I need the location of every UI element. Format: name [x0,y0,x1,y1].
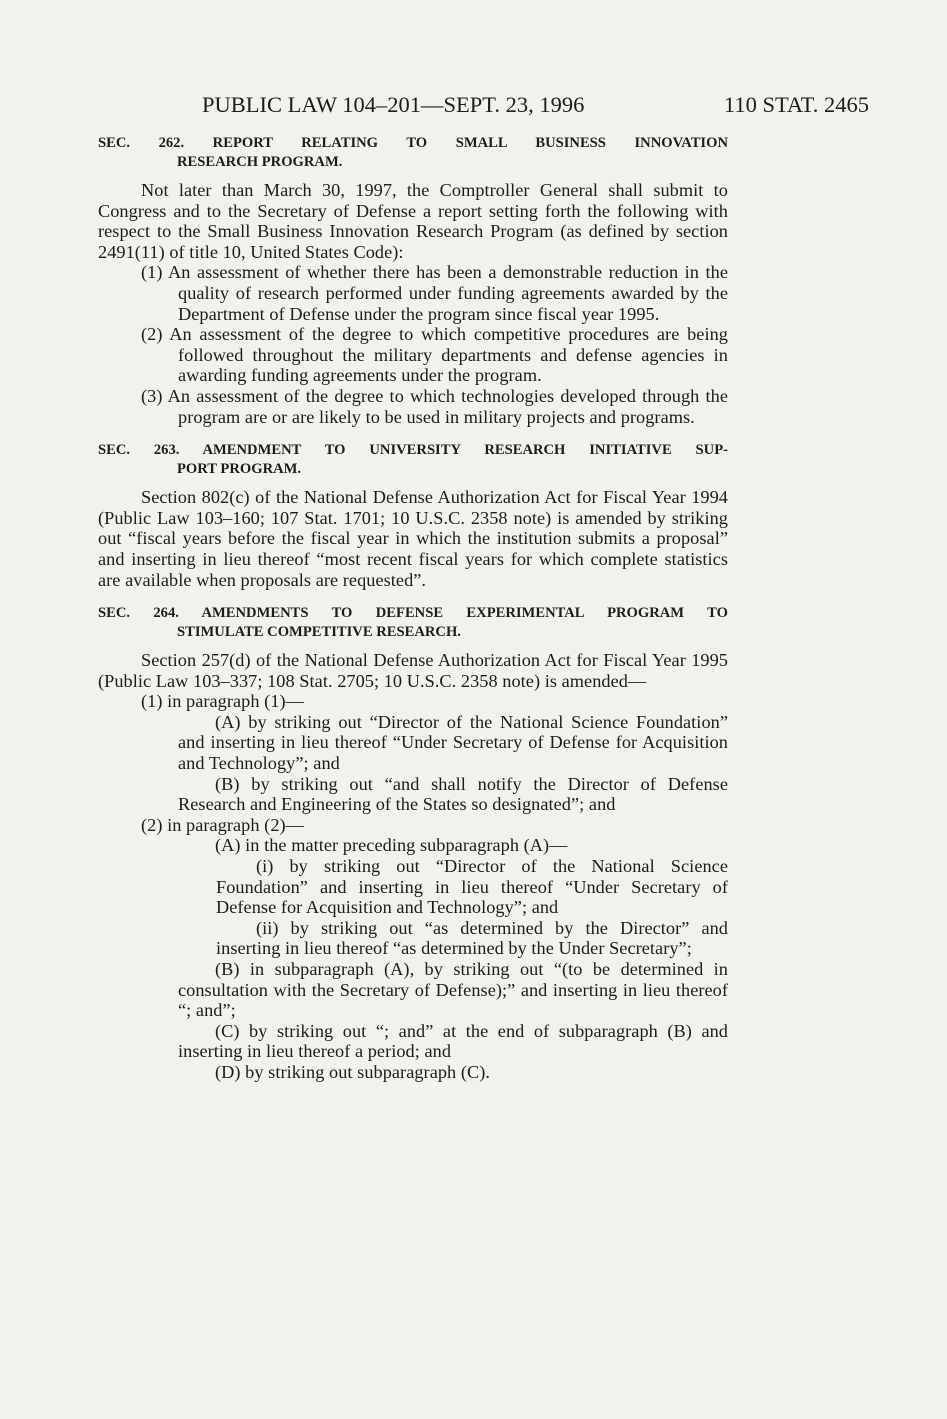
paragraph-2-C: (C) by striking out “; and” at the end of subparagraph (B) and inserting in lieu thereof a period; and [178,1020,728,1062]
section-262-item-2: (2) An assessment of the degree to which competitive procedures are being followed throughout the military departments and defense agencies in awarding funding agreements under the program. [141,324,728,386]
section-262-intro: Not later than March 30, 1997, the Comptroller General shall submit to Congress and to the Secretary of Defense a report setting forth the following with respect to the Small Business Innovation Research Program (as defined by section 2491(11) of title 10, United States Code): [98,180,728,262]
section-heading-line: PORT PROGRAM. [177,461,302,478]
paragraph-2-A: (A) in the matter preceding subparagraph (A)— [215,835,568,856]
paragraph-2-B: (B) in subparagraph (A), by striking out “(to be determined in consultation with the Secretary of Defense);” and inserting in lieu thereof “; and”; [178,959,728,1021]
paragraph-2-D: (D) by striking out subparagraph (C). [215,1061,490,1082]
section-heading-line: SEC. 264. AMENDMENTS TO DEFENSE EXPERIMENTAL PROGRAM TO [98,605,728,622]
paragraph-2: (2) in paragraph (2)— [141,814,304,835]
paragraph-1: (1) in paragraph (1)— [141,691,304,712]
document-body [98,134,728,1083]
paragraph-2-A-i: (i) by striking out “Director of the National Science Foundation” and inserting in lieu thereof “Under Secretary of Defense for Acquisition and Technology”; and [216,856,728,918]
section-heading-line: SEC. 262. REPORT RELATING TO SMALL BUSINESS INNOVATION [98,135,728,151]
section-262-item-1: (1) An assessment of whether there has been a demonstrable reduction in the quality of research performed under funding agreements awarded by the Department of Defense under the program since fiscal year 1995. [141,262,728,324]
section-262-item-3: (3) An assessment of the degree to which technologies developed through the program are or are likely to be used in military projects and programs. [141,385,728,427]
statute-page-number: 110 STAT. 2465 [723,92,869,117]
running-header [98,88,874,122]
paragraph-2-A-ii: (ii) by striking out “as determined by the Director” and inserting in lieu thereof “as determined by the Under Secretary”; [216,917,728,959]
paragraph-1-A: (A) by striking out “Director of the National Science Foundation” and inserting in lieu thereof “Under Secretary of Defense for Acquisition and Technology”; and [178,711,728,774]
section-263-body: Section 802(c) of the National Defense Authorization Act for Fiscal Year 1994 (Public Law 103–160; 107 Stat. 1701; 10 U.S.C. 2358 note) is amended by striking out “fiscal years before the fiscal year in which the institution submits a proposal” and inserting in lieu thereof “most recent fiscal years for which complete statistics are available when proposals are requested”. [98,487,728,590]
section-heading-line: RESEARCH PROGRAM. [177,154,343,170]
section-264-heading [98,604,728,642]
paragraph-1-B: (B) by striking out “and shall notify the Director of Defense Research and Engineering of the States so designated”; and [178,773,728,815]
section-264-intro: Section 257(d) of the National Defense Authorization Act for Fiscal Year 1995 (Public Law 103–337; 108 Stat. 2705; 10 U.S.C. 2358 note) is amended— [98,650,728,691]
section-262-heading [98,134,728,172]
header-title: PUBLIC LAW 104–201—SEPT. 23, 1996 [202,92,585,117]
section-heading-line: SEC. 263. AMENDMENT TO UNIVERSITY RESEARCH INITIATIVE SUP- [98,442,728,459]
section-heading-line: STIMULATE COMPETITIVE RESEARCH. [177,624,461,641]
section-263-heading [98,441,728,479]
